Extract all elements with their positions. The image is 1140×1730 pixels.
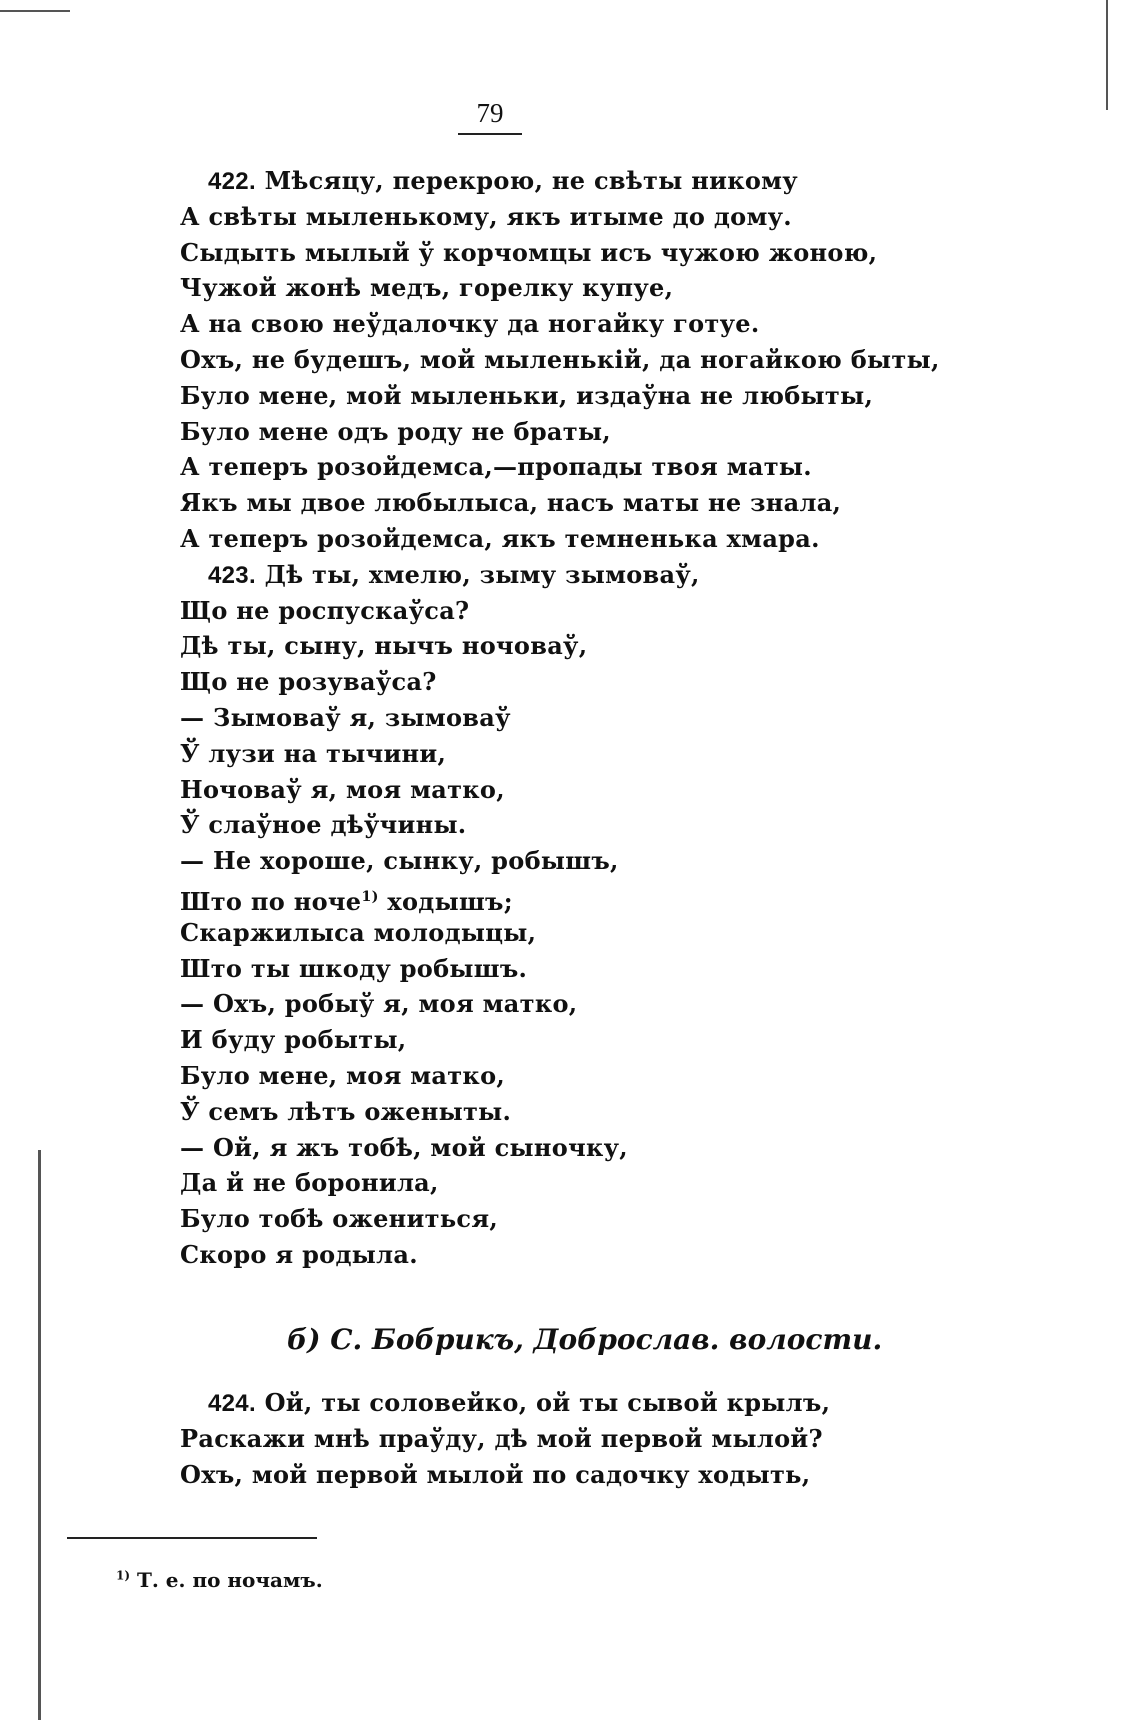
poem-line bbox=[180, 522, 820, 556]
poem-line bbox=[180, 450, 812, 484]
poem-line bbox=[180, 1422, 823, 1456]
poem-line bbox=[180, 773, 505, 807]
poem-line bbox=[180, 629, 587, 663]
poem-line-text: Раскажи мнѣ праўду, дѣ мой первой мылой? bbox=[180, 1423, 823, 1453]
poem-line-text: Ой, ты соловейко, ой ты сывой крылъ, bbox=[264, 1388, 831, 1417]
poem-line-text: Дѣ ты, сыну, нычъ ночоваў, bbox=[180, 631, 588, 661]
poem-line-text: — Зымоваў я, зымоваў bbox=[180, 703, 511, 732]
poem-line-text: А теперъ розойдемса, якъ темненька хмара. bbox=[180, 524, 820, 553]
poem-line bbox=[180, 1166, 439, 1200]
footnote bbox=[116, 1568, 323, 1592]
poem-number-line bbox=[208, 1386, 830, 1421]
poem-line-text: Охъ, не будешъ, мой мыленькій, да ногайкою быты, bbox=[180, 345, 940, 374]
poem-line-text: Було тобѣ ожениться, bbox=[180, 1204, 499, 1234]
poem-line-text: Охъ, мой первой мылой по садочку ходыть, bbox=[180, 1459, 811, 1489]
scan-edge-right bbox=[1106, 0, 1108, 110]
section-heading: б) С. Бобрикъ, Доброслав. волости. bbox=[287, 1323, 883, 1356]
scan-edge-left bbox=[38, 1150, 41, 1720]
poem-line-text: И буду робыты, bbox=[180, 1025, 407, 1055]
poem-line bbox=[180, 701, 511, 735]
poem-line-text: Ў лузи на тычини, bbox=[180, 738, 447, 768]
poem-number: 423. bbox=[208, 561, 256, 589]
poem-line bbox=[180, 379, 873, 413]
poem-line bbox=[180, 200, 792, 234]
poem-line-text: А свѣты мыленькому, якъ итыме до дому. bbox=[180, 201, 792, 231]
poem-line bbox=[180, 307, 760, 341]
poem-line-text: Якъ мы двое любылыса, насъ маты не знала, bbox=[180, 488, 842, 518]
page-number-underline bbox=[458, 133, 522, 135]
page-number: 79 bbox=[476, 98, 504, 128]
poem-line bbox=[180, 1023, 406, 1057]
poem-line-text: Што по ноче bbox=[180, 887, 362, 916]
poem-line-text: Сыдыть мылый ў корчомцы исъ чужою жоною, bbox=[180, 237, 878, 267]
poem-line bbox=[180, 952, 527, 986]
poem-line-text: Ночоваў я, моя матко, bbox=[180, 774, 505, 804]
poem-line-text: Скоро я родыла. bbox=[180, 1240, 418, 1269]
poem-line-text: Дѣ ты, хмелю, зыму зымоваў, bbox=[264, 559, 700, 589]
poem-line bbox=[180, 844, 619, 878]
poem-line bbox=[180, 343, 940, 377]
poem-line-text: Чужой жонѣ медъ, горелку купуе, bbox=[180, 273, 674, 303]
footnote-reference: 1) bbox=[361, 888, 379, 905]
poem-line bbox=[180, 1458, 810, 1492]
poem-line-text: — Ой, я жъ тобѣ, мой сыночку, bbox=[180, 1132, 628, 1162]
poem-line bbox=[180, 1238, 418, 1272]
footnote-mark: 1) bbox=[116, 1568, 131, 1583]
poem-line-text: Што ты шкоду робышъ. bbox=[180, 953, 528, 983]
poem-line bbox=[180, 236, 877, 270]
poem-line bbox=[180, 1131, 628, 1165]
poem-line-text: — Не хороше, сынку, робышъ, bbox=[180, 846, 619, 876]
poem-line bbox=[180, 271, 673, 305]
poem-line-text: Що не розуваўса? bbox=[180, 667, 437, 697]
poem-line-text: Скаржилыса молодыцы, bbox=[180, 917, 537, 947]
poem-line-text: Ў слаўное дѣўчины. bbox=[180, 810, 467, 840]
poem-line bbox=[180, 880, 513, 919]
poem-line-text: Що не роспускаўса? bbox=[180, 595, 470, 625]
footnote-rule bbox=[67, 1537, 317, 1539]
poem-line bbox=[180, 808, 466, 842]
poem-line bbox=[180, 987, 577, 1021]
poem-number: 424. bbox=[208, 1390, 256, 1417]
poem-line bbox=[180, 1059, 505, 1093]
poem-line-text: Було мене одъ роду не браты, bbox=[180, 416, 611, 446]
poem-line bbox=[180, 737, 446, 771]
poem-line-text: А на свою неўдалочку да ногайку готуе. bbox=[180, 309, 760, 339]
poem-line-text-after: ходышъ; bbox=[378, 887, 513, 916]
poem-line bbox=[180, 665, 437, 699]
poem-line-text: Да й не боронила, bbox=[180, 1168, 439, 1198]
poem-line bbox=[180, 486, 841, 520]
poem-line bbox=[180, 594, 469, 628]
poem-line-text: Було мене, мой мыленьки, издаўна не любыты, bbox=[180, 380, 874, 410]
poem-line bbox=[180, 1202, 498, 1236]
footnote-text: Т. е. по ночамъ. bbox=[137, 1568, 323, 1592]
poem-line-text: Було мене, моя матко, bbox=[180, 1061, 506, 1090]
poem-line-text: — Охъ, робыў я, моя матко, bbox=[180, 989, 578, 1019]
poem-line-text: Ў семъ лѣтъ оженыты. bbox=[180, 1096, 512, 1126]
poem-line bbox=[180, 415, 611, 449]
poem-line bbox=[180, 1095, 511, 1129]
poem-line-text: Мѣсяцу, перекрою, не свѣты никому bbox=[264, 166, 798, 195]
poem-number-line bbox=[208, 164, 798, 199]
poem-line bbox=[180, 916, 536, 950]
poem-number-line bbox=[208, 558, 700, 593]
scan-edge-top-left bbox=[0, 10, 70, 12]
poem-number: 422. bbox=[208, 168, 256, 195]
poem-line-text: А теперъ розойдемса,—пропады твоя маты. bbox=[180, 452, 812, 482]
